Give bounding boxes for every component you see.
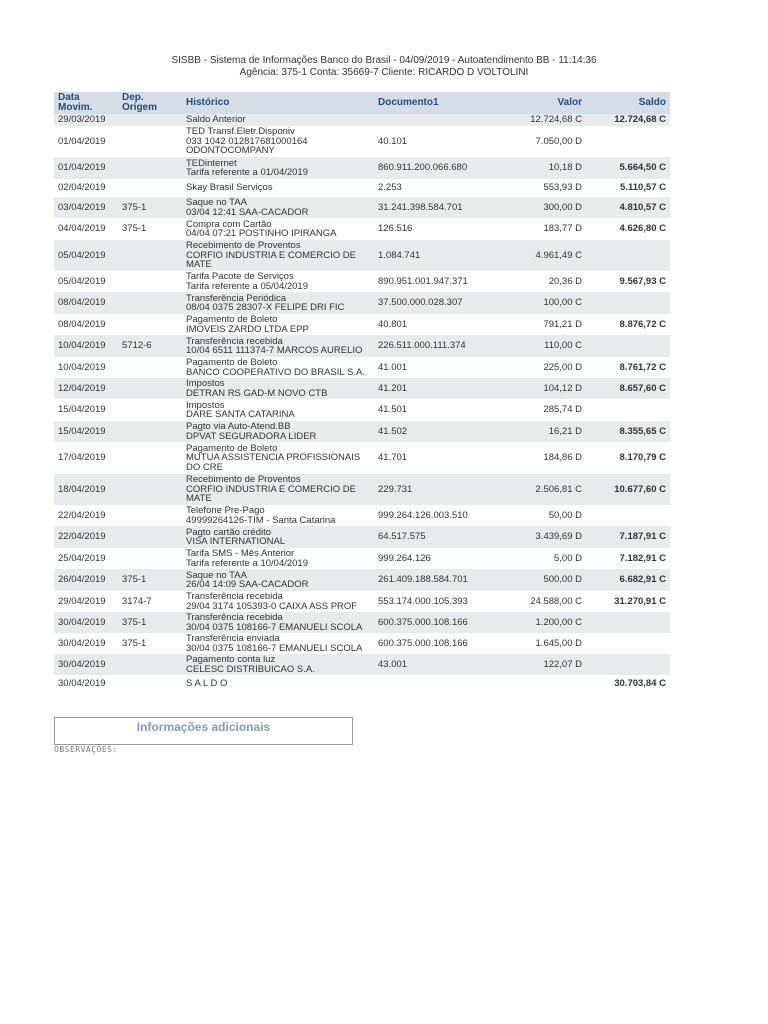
cell-saldo: 8.170,79 C (619, 452, 666, 464)
table-row (54, 357, 670, 378)
cell-valor: 10,18 D (486, 157, 586, 179)
cell-historico (182, 591, 374, 612)
historico-line: 033 1042 012817681000164 (186, 135, 308, 147)
historico-line: Pagto cartão crédito (186, 526, 272, 538)
cell-documento: 40.101 (378, 135, 408, 147)
col-header-historico: Histórico (182, 92, 374, 114)
cell-dep-origem (118, 675, 182, 693)
cell-dep-origem: 375-1 (118, 197, 182, 218)
cell-dep-origem (118, 474, 182, 505)
cell-dep-origem (118, 421, 182, 442)
cell-dep-origem (118, 654, 182, 675)
cell-date: 30/04/2019 (58, 637, 106, 649)
cell-historico (182, 569, 374, 591)
historico-line: 04/04 07:21 POSTINHO IPIRANGA (186, 228, 337, 239)
cell-documento: 261.409.188.584.701 (374, 569, 486, 591)
cell-valor: 50,00 D (548, 509, 582, 521)
cell-documento: 41.201 (374, 378, 486, 399)
cell-valor: 2.506,81 C (486, 474, 586, 505)
historico-line: Pagamento de Boleto (186, 357, 278, 368)
table-row (54, 335, 670, 357)
cell-dep-origem: 375-1 (118, 569, 182, 591)
cell-historico (182, 421, 374, 442)
historico-line: Tarifa referente a 05/04/2019 (186, 280, 309, 292)
cell-date: 26/04/2019 (54, 569, 118, 591)
cell-dep-origem (118, 357, 182, 378)
table-row (54, 548, 670, 569)
historico-line: CORFIO INDUSTRIA E COMERCIO DE (186, 483, 356, 495)
cell-dep-origem (118, 126, 182, 157)
cell-date: 22/04/2019 (54, 526, 118, 548)
cell-dep-origem: 375-1 (118, 612, 182, 633)
cell-historico (182, 357, 374, 378)
historico-line: 30/04 0375 108166-7 EMANUELI SCOLA (186, 642, 363, 654)
cell-documento: 126.516 (378, 223, 413, 235)
historico-line: 30/04 0375 108166-7 EMANUELI SCOLA (186, 621, 363, 633)
cell-valor: 110,00 C (486, 335, 586, 357)
cell-saldo (586, 633, 670, 654)
cell-date: 01/04/2019 (54, 157, 118, 179)
cell-saldo (586, 240, 670, 271)
cell-historico (182, 179, 374, 197)
cell-valor: 20,36 D (548, 275, 582, 287)
cell-saldo: 30.703,84 C (614, 678, 666, 690)
table-row (54, 126, 670, 157)
table-row (54, 292, 670, 314)
col-header-saldo: Saldo (586, 92, 670, 114)
statement-title: SISBB - Sistema de Informações Banco do Brasil - 04/09/2019 - Autoatendimento BB - 11:14:36 (171, 55, 597, 66)
cell-historico (182, 505, 374, 526)
historico-line: MATE (186, 493, 212, 505)
cell-documento: 41.502 (374, 421, 486, 442)
cell-documento: 600.375.000.108.166 (378, 637, 468, 649)
historico-line: Saque no TAA (186, 197, 247, 208)
cell-historico (182, 474, 374, 505)
table-row (54, 421, 670, 442)
cell-date: 25/04/2019 (58, 552, 106, 564)
table-row (54, 442, 670, 474)
cell-dep-origem (118, 378, 182, 399)
historico-line: Impostos (186, 399, 225, 411)
cell-date: 08/04/2019 (58, 318, 106, 330)
table-row (54, 654, 670, 675)
cell-saldo: 8.876,72 C (619, 318, 666, 330)
cell-documento: 37.500.000.028.307 (374, 292, 486, 314)
cell-historico (182, 633, 374, 654)
historico-line: Transferência enviada (186, 633, 280, 644)
col-header-dep-origem (118, 92, 182, 114)
table-row (54, 114, 670, 126)
cell-documento: 999.264.126.003.510 (378, 509, 468, 521)
cell-valor: 791,21 D (543, 318, 582, 330)
cell-dep-origem (118, 179, 182, 197)
cell-valor: 1.200,00 C (486, 612, 586, 633)
table-header-row (54, 92, 670, 114)
cell-saldo (586, 292, 670, 314)
cell-documento: 2.253 (378, 182, 402, 194)
cell-date: 01/04/2019 (58, 135, 106, 147)
historico-line: ODONTOCOMPANY (186, 145, 275, 157)
cell-dep-origem (118, 442, 182, 474)
cell-valor: 122,07 D (486, 654, 586, 675)
cell-historico (182, 197, 374, 218)
cell-date: 17/04/2019 (58, 452, 106, 464)
cell-documento: 41.701 (378, 452, 408, 464)
historico-line: Transferência recebida (186, 335, 283, 347)
cell-dep-origem (118, 292, 182, 314)
cell-valor: 104,12 D (486, 378, 586, 399)
cell-documento: 600.375.000.108.166 (374, 612, 486, 633)
cell-saldo: 5.110,57 C (620, 182, 666, 194)
col-header-documento: Documento1 (374, 92, 486, 114)
cell-historico (182, 675, 374, 693)
cell-dep-origem (118, 114, 182, 126)
cell-documento: 1.084.741 (374, 240, 486, 271)
historico-line: IMOVEIS ZARDO LTDA EPP (186, 323, 309, 335)
historico-line: 08/04 0375 28307-X FELIPE DRI FIC (186, 302, 345, 313)
cell-historico (182, 157, 374, 179)
cell-valor: 5,00 D (554, 552, 582, 564)
cell-dep-origem (118, 240, 182, 271)
cell-valor: 553,93 D (543, 182, 582, 194)
cell-historico (182, 612, 374, 633)
cell-saldo: 4.626,80 C (619, 223, 666, 235)
cell-valor: 300,00 D (486, 197, 586, 218)
additional-info-box (54, 717, 353, 745)
historico-line: Recebimento de Proventos (186, 474, 301, 486)
col-header-date: Data Movim. (54, 92, 118, 114)
cell-historico (182, 654, 374, 675)
cell-date: 15/04/2019 (54, 421, 118, 442)
historico-line: VISA INTERNATIONAL (186, 536, 286, 547)
cell-valor: 24.588,00 C (530, 595, 582, 607)
historico-line: Transferência recebida (186, 591, 283, 602)
cell-historico (182, 240, 374, 271)
cell-date: 10/04/2019 (54, 335, 118, 357)
historico-line: Skay Brasil Serviços (186, 182, 273, 194)
table-row (54, 591, 670, 612)
cell-saldo: 8.657,60 C (586, 378, 670, 399)
cell-date: 18/04/2019 (54, 474, 118, 505)
cell-date: 10/04/2019 (58, 361, 106, 373)
cell-valor: 4.961,49 C (486, 240, 586, 271)
table-row (54, 399, 670, 421)
historico-line: Tarifa Pacote de Serviços (186, 271, 294, 282)
cell-historico (182, 378, 374, 399)
table-row (54, 569, 670, 591)
cell-historico (182, 526, 374, 548)
cell-valor: 7.050,00 D (535, 135, 582, 147)
cell-historico (182, 399, 374, 421)
historico-line: Compra com Cartão (186, 218, 272, 230)
cell-date: 22/04/2019 (58, 509, 106, 521)
historico-line: Pagamento conta luz (186, 654, 276, 665)
cell-valor (486, 675, 586, 693)
cell-saldo (586, 612, 670, 633)
cell-historico (182, 314, 374, 335)
statement-header (0, 55, 768, 79)
historico-line: Tarifa referente a 01/04/2019 (186, 167, 309, 178)
cell-historico (182, 114, 374, 126)
historico-line: Saldo Anterior (186, 114, 246, 126)
cell-dep-origem: 3174-7 (122, 595, 152, 607)
historico-line: Impostos (186, 378, 225, 389)
historico-line: Pagamento de Boleto (186, 314, 278, 325)
cell-historico (182, 271, 374, 292)
cell-saldo: 31.270,91 C (614, 595, 666, 607)
cell-date: 30/04/2019 (54, 612, 118, 633)
cell-historico (182, 442, 374, 474)
table-row (54, 271, 670, 292)
table-row (54, 675, 670, 693)
table-row (54, 505, 670, 526)
historico-line: TEDinternet (186, 157, 237, 169)
cell-historico (182, 218, 374, 240)
cell-documento: 43.001 (374, 654, 486, 675)
historico-line: Telefone Pre-Pago (186, 505, 265, 516)
account-info: Agência: 375-1 Conta: 35669-7 Cliente: RICARDO D VOLTOLINI (239, 67, 529, 78)
historico-line: Saque no TAA (186, 569, 247, 581)
cell-saldo: 12.724,68 C (586, 114, 670, 126)
historico-line: Tarifa SMS - Mês Anterior (186, 548, 295, 559)
historico-line: DPVAT SEGURADORA LIDER (186, 430, 317, 442)
table-row (54, 157, 670, 179)
cell-saldo: 10.677,60 C (586, 474, 670, 505)
cell-saldo (586, 126, 670, 157)
cell-historico (182, 126, 374, 157)
cell-documento: 64.517.575 (374, 526, 486, 548)
cell-valor: 285,74 D (543, 404, 582, 416)
historico-line: 49999264126-TIM - Santa Catarina (186, 514, 336, 526)
cell-date: 29/04/2019 (58, 595, 106, 607)
cell-dep-origem (118, 314, 182, 335)
cell-date: 12/04/2019 (54, 378, 118, 399)
cell-documento: 31.241.398.584.701 (374, 197, 486, 218)
cell-date: 05/04/2019 (58, 275, 106, 287)
cell-dep-origem: 375-1 (122, 223, 147, 235)
historico-line: DETRAN RS GAD-M NOVO CTB (186, 387, 328, 399)
cell-documento: 226.511.000.111.374 (374, 335, 486, 357)
historico-line: Pagto via Auto-Atend.BB (186, 421, 291, 432)
observations-label: OBSERVAÇÕES: (54, 745, 118, 754)
col-header-valor: Valor (486, 92, 586, 114)
historico-line: 10/04 6511 111374-7 MARCOS AURELIO (186, 345, 363, 356)
historico-line: MUTUA ASSISTENCIA PROFISSIONAIS (186, 452, 361, 464)
cell-date: 03/04/2019 (54, 197, 118, 218)
cell-valor: 12.724,68 C (486, 114, 586, 126)
cell-saldo (586, 505, 670, 526)
historico-line: Pagamento de Boleto (186, 442, 278, 454)
cell-date: 15/04/2019 (58, 404, 106, 416)
table-row (54, 218, 670, 240)
cell-saldo: 5.664,50 C (586, 157, 670, 179)
table-row (54, 240, 670, 271)
historico-line: CELESC DISTRIBUICAO S.A. (186, 663, 315, 675)
cell-saldo (586, 335, 670, 357)
statement-table (54, 92, 670, 693)
cell-dep-origem (118, 271, 182, 292)
cell-date: 08/04/2019 (54, 292, 118, 314)
cell-saldo: 4.810,57 C (586, 197, 670, 218)
cell-dep-origem: 5712-6 (118, 335, 182, 357)
cell-saldo: 7.187,91 C (586, 526, 670, 548)
cell-saldo: 9.567,93 C (619, 275, 666, 287)
cell-documento (374, 114, 486, 126)
historico-line: 26/04 14:09 SAA-CACADOR (186, 579, 309, 590)
cell-date: 05/04/2019 (54, 240, 118, 271)
historico-line: DARE SANTA CATARINA (186, 409, 295, 420)
table-row (54, 474, 670, 505)
col-header-origem: Origem (122, 102, 158, 113)
table-row (54, 179, 670, 197)
cell-saldo: 8.761,72 C (619, 361, 666, 373)
cell-valor: 225,00 D (543, 361, 582, 373)
historico-line: 29/04 3174 105393-0 CAIXA ASS PROF (186, 600, 358, 612)
historico-line: MATE (186, 259, 212, 271)
cell-historico (182, 335, 374, 357)
historico-line: Transferência Periódica (186, 292, 286, 304)
cell-historico (182, 548, 374, 569)
historico-line: Recebimento de Proventos (186, 240, 301, 252)
col-header-dep: Dep. (122, 92, 144, 103)
cell-date: 04/04/2019 (58, 223, 106, 235)
cell-dep-origem: 375-1 (122, 637, 147, 649)
cell-saldo (586, 399, 670, 421)
cell-documento: 229.731 (374, 474, 486, 505)
historico-line: S A L D O (186, 678, 228, 690)
historico-line: 03/04 12:41 SAA-CACADOR (186, 206, 309, 218)
cell-saldo: 7.182,91 C (619, 552, 666, 564)
cell-date: 30/04/2019 (54, 654, 118, 675)
cell-documento: 41.501 (378, 404, 408, 416)
cell-dep-origem (118, 505, 182, 526)
cell-date: 02/04/2019 (58, 182, 106, 194)
cell-saldo: 6.682,91 C (586, 569, 670, 591)
cell-valor: 1.645,00 D (535, 637, 582, 649)
table-row (54, 197, 670, 218)
cell-documento: 890.951.001.947.371 (378, 275, 468, 287)
cell-historico (182, 292, 374, 314)
cell-date: 29/03/2019 (54, 114, 118, 126)
table-row (54, 378, 670, 399)
cell-valor: 184,86 D (543, 452, 582, 464)
historico-line: BANCO COOPERATIVO DO BRASIL S.A. (186, 366, 365, 378)
historico-line: TED Transf.Eletr.Disponiv (186, 126, 295, 138)
table-row (54, 526, 670, 548)
cell-saldo (586, 654, 670, 675)
cell-dep-origem (118, 399, 182, 421)
cell-saldo: 8.355,65 C (586, 421, 670, 442)
table-row (54, 314, 670, 335)
cell-valor: 3.439,69 D (486, 526, 586, 548)
additional-info-title: Informações adicionais (136, 720, 271, 734)
historico-line: Transferência recebida (186, 612, 283, 623)
historico-line: Tarifa referente a 10/04/2019 (186, 557, 309, 569)
cell-documento: 860.911.200.066.680 (374, 157, 486, 179)
cell-valor: 16,21 D (486, 421, 586, 442)
historico-line: DO CRE (186, 461, 223, 473)
cell-valor: 500,00 D (486, 569, 586, 591)
cell-documento: 40.801 (378, 318, 408, 330)
cell-documento: 41.001 (378, 361, 408, 373)
cell-date: 30/04/2019 (58, 678, 106, 690)
cell-dep-origem (118, 157, 182, 179)
table-row (54, 612, 670, 633)
table-row (54, 633, 670, 654)
historico-line: CORFIO INDUSTRIA E COMERCIO DE (186, 249, 356, 261)
cell-valor: 100,00 C (486, 292, 586, 314)
cell-documento: 999.264.126 (378, 552, 431, 564)
cell-documento (374, 675, 486, 693)
cell-documento: 553.174.000.105.393 (378, 595, 468, 607)
cell-dep-origem (118, 526, 182, 548)
cell-dep-origem (118, 548, 182, 569)
cell-valor: 183,77 D (543, 223, 582, 235)
